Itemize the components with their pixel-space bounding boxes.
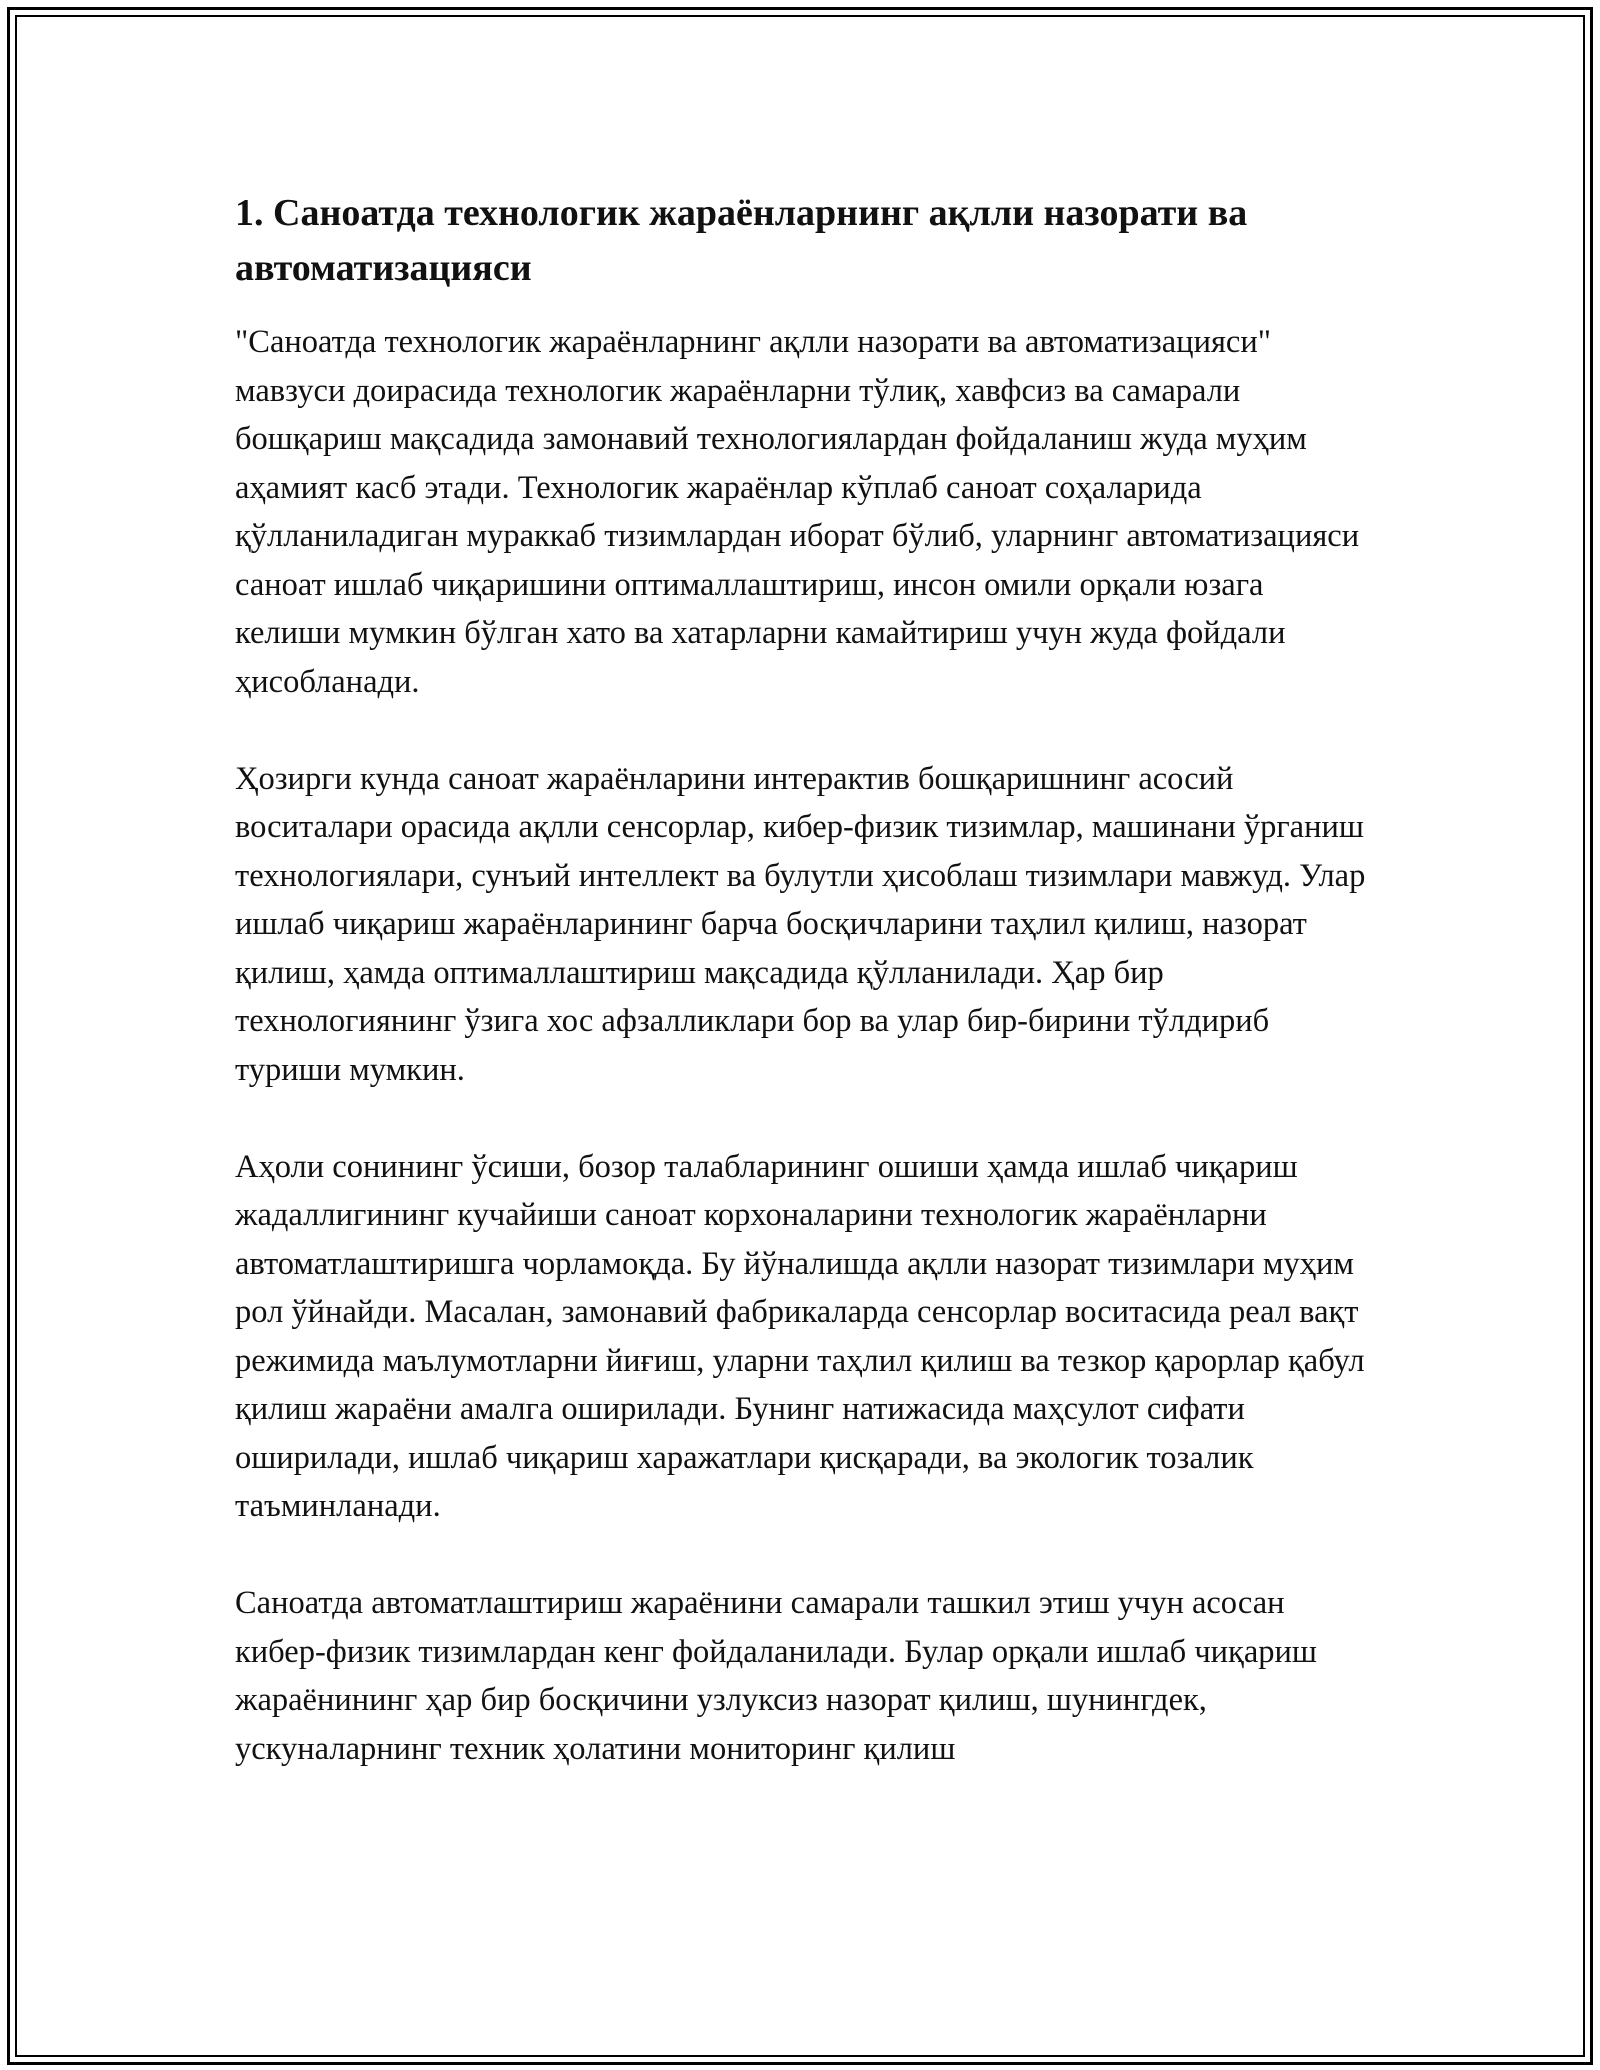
section-heading: 1. Саноатда технологик жараёнларнинг ақлли назорати ва автоматизацияси <box>235 192 1248 289</box>
document-body <box>235 186 1375 1822</box>
paragraph: Аҳоли сонининг ўсиши, бозор талабларининг ошиши ҳамда ишлаб чиқариш жадаллигининг кучайиши саноат корхоналарини технологик жараёнларни автоматлаштиришга чорламоқда. Бу йўналишда ақлли назорат тизимлари муҳим рол ўйнайди. Масалан, замонавий фабрикаларда сенсорлар воситасида реал вақт режимида маълумотларни йиғиш, уларни таҳлил қилиш ва тезкор қарорлар қабул қилиш жараёни амалга оширилади. Бунинг натижасида маҳсулот сифати оширилади, ишлаб чиқариш харажатлари қисқаради, ва экологик тозалик таъминланади. <box>235 1148 1365 1524</box>
paragraph: "Саноатда технологик жараёнларнинг ақлли назорати ва автоматизацияси" мавзуси доирасида технологик жараёнларни тўлиқ, хавфсиз ва самарали бошқариш мақсадида замонавий технологиялардан фойдаланиш жуда муҳим аҳамият касб этади. Технологик жараёнлар кўплаб саноат соҳаларида қўлланиладиган мураккаб тизимлардан иборат бўлиб, уларнинг автоматизацияси саноат ишлаб чиқаришини оптималлаштириш, инсон омили орқали юзага келиши мумкин бўлган хато ва хатарларни камайтириш учун жуда фойдали ҳисобланади. <box>235 324 1360 700</box>
paragraph: Саноатда автоматлаштириш жараёнини самарали ташкил этиш учун асосан кибер-физик тизимлардан кенг фойдаланилади. Булар орқали ишлаб чиқариш жараёнининг ҳар бир босқичини узлуксиз назорат қилиш, шунингдек, ускуналарнинг техник ҳолатини мониторинг қилиш <box>235 1585 1317 1767</box>
paragraph: Ҳозирги кунда саноат жараёнларини интерактив бошқаришнинг асосий воситалари орасида ақлли сенсорлар, кибер-физик тизимлар, машинани ўрганиш технологиялари, сунъий интеллект ва булутли ҳисоблаш тизимлари мавжуд. Улар ишлаб чиқариш жараёнларининг барча босқичларини таҳлил қилиш, назорат қилиш, ҳамда оптималлаштириш мақсадида қўлланилади. Ҳар бир технологиянинг ўзига хос афзалликлари бор ва улар бир-бирини тўлдириб туриши мумкин. <box>235 760 1366 1088</box>
